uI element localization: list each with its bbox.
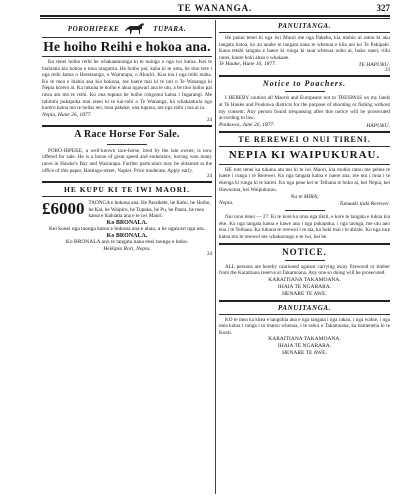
porohipeke-headline: He hoiho Reihi e hokoa ana. [43, 39, 211, 54]
notice-body: ALL persons are hereby cautioned against carrying away firewood or timber from the Karaitiana reserve at Takamoana. Any one so doing will be prosecuted. [219, 263, 390, 277]
notice-sign-2: IHAIA TE NGARARA. [277, 283, 332, 290]
race-horse-num: 24 [207, 174, 212, 180]
panuitanga-2-sign-1: KARAITIANA TAKAMOANA. [268, 336, 341, 343]
masthead-title: TE WANANGA. [177, 3, 253, 13]
kupu-price-row [42, 200, 212, 220]
porohipeke-place: Nepia, Hune 26, 1877. [42, 111, 92, 118]
poachers-notice [219, 79, 390, 128]
left-column [42, 22, 212, 257]
masthead-rule-thin [40, 18, 390, 19]
notice-sign-3: HENARE TE AWE. [282, 290, 327, 297]
notice-header: NOTICE. [282, 246, 327, 257]
kupu-line3: Ko BRONALA. [106, 232, 148, 239]
kupu-place: Heikipia Rori, Nepia. [103, 245, 151, 252]
panuitanga-1-place: Te Hauke, Hune 16, 1877. [219, 61, 277, 68]
kupu-line4: Ko BRONALA ano te tangata nana enei taonga e hoko. [65, 238, 189, 245]
panuitanga-notice-1 [219, 22, 390, 73]
tupara-label: TUPARA. [153, 24, 187, 33]
horse-icon [125, 22, 147, 35]
kupu-header: HE KUPU KI TE IWI MAORI. [64, 185, 190, 195]
poachers-header: Notice to Poachers. [262, 79, 347, 89]
rerewei-place: Nepia. [219, 200, 234, 207]
notice-section [219, 247, 390, 298]
right-column [219, 22, 390, 357]
masthead [40, 3, 390, 15]
panuitanga-1-body: He panui tenei ki nga iwi Maori me nga Pakeha, kia mohio ai ratou ki aku tangata katoa, ko au anake te tangata nana te whenua e kiia nei ko Te Pakipaki. Kaua tetahi tangata e haere ki runga ki taua whenua noho ai, hoko ranei, riihi ranei, kaore hoki ahau e whakaae. [219, 35, 390, 61]
poachers-place: Poukawa, June 26, 1877. [219, 121, 275, 128]
kupu-body: TAONGA e hokona ana. He Paraikete, he Kahu, he Hoiho, he Kai, he Waipiro, he Tupeka, he Pu, he Paura, he mea katoa e hiahiatia ana e te iwi Maori. [88, 200, 211, 220]
rerewei-header: TE REREWEI O NUI TIRENI. [238, 134, 371, 144]
porohipeke-advert [42, 22, 212, 123]
porohipeke-label: POROHIPEKE [67, 24, 120, 33]
rerewei-body-2: Nui tonu tenei — 27. Ki te kore ka utua nga tikiti, e kore te tangata e tukua kia eke. Ko nga tangata katoa e kawe ana i nga pukapuka, i nga taonga, me utu ano ena i te Teihana. Ka tukuna te rerewei i te ata, ka hoki mai i te ahiahi. Ko nga ture katoa mo te rerewei me whakarongo e te iwi, kei he. [219, 214, 390, 240]
masthead-rule [40, 15, 390, 17]
rerewei-sign: Na te MIRA, [290, 194, 319, 201]
notice-sign-1: KARAITIANA TAKAMOANA. [268, 276, 341, 283]
porohipeke-body: Ko tenei hoiho reihi he whakaaturanga ki te nuinga o nga iwi katoa. Kei te hiahiatia kia hokoa e tona rangatira. He hoiho pai, kaha ki te oma, he tino tere i nga reihi katoa o Heretaunga, o Wairarapa, o Ahuriri. Kua toa i nga reihi maha. Ko te mea e hiahia ana kia hokona, me haere mai ki te tari o Te Wananga ki Nepia korero ai. Ka tukuna te hoiho e ahua ngawari ana te utu, a he tino hoiho pai rawa atu mo te reihi. Ko ona tupuna he hoiho rongonui katoa i Ingarangi. Me tuhituhi pukapuka mai ranei ki te kai-tuhi o Te Wananga, ka whakaaturia nga korero katoa mo te hoiho nei, tona pakeke, ona tupuna, me nga reihi i toa ai ia. [42, 59, 212, 112]
kupu-num: 24 [207, 251, 212, 257]
poachers-body: I HEREBY caution all Maoris and Europeans not to TRESPASS on my lands at Te Hauke and Poukawa districts for the purpose of shooting or fishing without my consent. Any person found trespassing after this notice will be prosecuted according to law. [219, 95, 390, 122]
kupu-price: £6000 [42, 199, 85, 219]
kupu-line1: Ko BRONALA. [106, 219, 148, 226]
panuitanga-1-sign: TE HAPUKU. [358, 62, 390, 69]
rerewei-subheader: NEPIA KI WAIPUKURAU. [228, 148, 381, 161]
rerewei-notice [219, 135, 390, 241]
kupu-advert [42, 185, 212, 257]
race-horse-body: PORO-HIPEKE, a well-known race-horse, bred by the late owner, is now offered for sale. He is a horse of great speed and endurance, having won many races in Hawke's Bay and Wairarapa. Further particulars may be obtained at the office of this paper, Hastings-street, Napier. Price moderate. Apply early. [42, 147, 212, 174]
porohipeke-num: 24 [207, 117, 212, 123]
panuitanga-notice-2 [219, 304, 390, 358]
rerewei-body: HE ture tenei ka tukuna atu nei ki te iwi Maori, kia mohio ratou me pehea te haere i runga i te Rerewei. Ko nga tangata katoa e haere ana, me utu i mua i te ekenga ki runga ki te kareti. Ko nga pene kei te Teihana te hoko ai, kei Nepia, kei Haworana, kei Waipukurau. [219, 166, 390, 193]
panuitanga-1-header: PANUITANGA. [278, 22, 331, 30]
rerewei-sign2: Tumuaki tiaki Rerewei. [339, 201, 390, 208]
porohipeke-header [42, 22, 212, 35]
race-horse-headline: A Race Horse For Sale. [74, 128, 180, 140]
panuitanga-2-header: PANUITANGA. [278, 303, 331, 312]
panuitanga-2-sign-2: IHAIA TE NGARARA. [277, 343, 332, 350]
page-number: 327 [376, 3, 390, 13]
panuitanga-1-num: 23 [385, 68, 390, 74]
poachers-sign: HAPUKU. [366, 122, 390, 129]
panuitanga-2-sign-3: HENARE TE AWE. [282, 350, 327, 357]
race-horse-advert [42, 129, 212, 179]
panuitanga-2-body: KO te mea ka kitea e tangohia ana e nga tangata i nga rakau, i nga wahie, i nga mea katoa i runga i to matou whenua, i te rahui o Takamoana, ka hamenetia ki te Kooti. [219, 316, 390, 336]
column-divider [215, 20, 216, 494]
kupu-line2: Kei konei nga taonga katoa e hokona ana e ahau, a he ngawari nga utu. [48, 225, 206, 232]
